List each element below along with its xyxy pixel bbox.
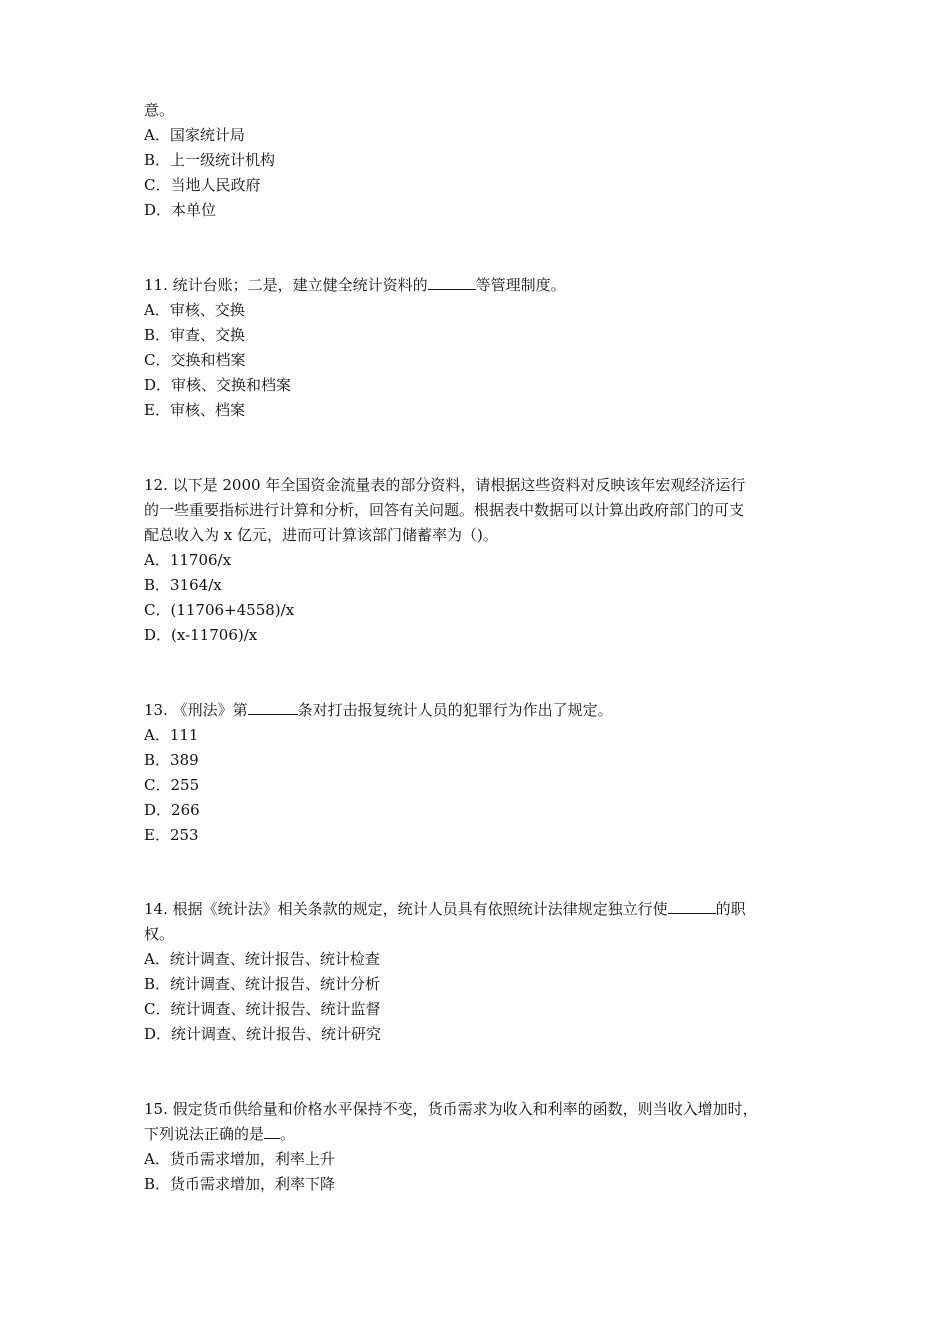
option-a: A．货币需求增加，利率上升 — [144, 1150, 335, 1168]
question-text-line-2: 下列说法正确的是 。 — [144, 1125, 296, 1143]
question-15 — [144, 1097, 814, 1197]
option-d: D．266 — [144, 801, 200, 819]
option-c: C．(11706+4558)/x — [144, 601, 295, 619]
question-text-line-2: 权。 — [144, 925, 175, 943]
option-b: B．389 — [144, 751, 199, 769]
answer-blank — [428, 289, 476, 290]
option-a: A．国家统计局 — [144, 126, 245, 144]
option-d: D．(x-11706)/x — [144, 626, 258, 644]
option-b: B．审查、交换 — [144, 326, 246, 344]
question-text: 11. 统计台账；二是，建立健全统计资料的 等管理制度。 — [144, 276, 566, 294]
option-a: A．11706/x — [144, 551, 232, 569]
question-text-line-1: 14. 根据《统计法》相关条款的规定，统计人员具有依照统计法律规定独立行使 的职 — [144, 900, 746, 918]
option-a: A．111 — [144, 726, 199, 744]
answer-blank — [248, 714, 298, 715]
question-continuation — [144, 98, 814, 223]
option-a: A．统计调查、统计报告、统计检查 — [144, 950, 380, 968]
option-a: A．审核、交换 — [144, 301, 245, 319]
question-text-line-1: 12. 以下是 2000 年全国资金流量表的部分资料，请根据这些资料对反映该年宏观经济运行 — [144, 476, 746, 494]
option-c: C．当地人民政府 — [144, 176, 261, 194]
question-text-line-3: 配总收入为 x 亿元，进而可计算该部门储蓄率为（)。 — [144, 526, 498, 544]
question-text: 意。 — [144, 101, 175, 119]
answer-blank — [668, 913, 716, 914]
question-13 — [144, 698, 814, 848]
option-b: B．3164/x — [144, 576, 222, 594]
option-c: C．255 — [144, 776, 200, 794]
question-11 — [144, 273, 814, 423]
option-e: E．审核、档案 — [144, 401, 245, 419]
option-d: D．审核、交换和档案 — [144, 376, 292, 394]
option-d: D．本单位 — [144, 201, 217, 219]
question-text-line-1: 15. 假定货币供给量和价格水平保持不变，货币需求为收入和利率的函数，则当收入增加时， — [144, 1100, 758, 1118]
option-c: C．交换和档案 — [144, 351, 246, 369]
option-b: B．货币需求增加，利率下降 — [144, 1175, 336, 1193]
option-d: D．统计调查、统计报告、统计研究 — [144, 1025, 382, 1043]
option-b: B．上一级统计机构 — [144, 151, 276, 169]
question-text: 13. 《刑法》第 条对打击报复统计人员的犯罪行为作出了规定。 — [144, 701, 613, 719]
option-b: B．统计调查、统计报告、统计分析 — [144, 975, 381, 993]
question-14 — [144, 897, 814, 1047]
question-12 — [144, 473, 814, 648]
option-e: E．253 — [144, 826, 199, 844]
question-text-line-2: 的一些重要指标进行计算和分析，回答有关问题。根据表中数据可以计算出政府部门的可支 — [144, 501, 745, 519]
option-c: C．统计调查、统计报告、统计监督 — [144, 1000, 381, 1018]
answer-blank — [264, 1138, 280, 1139]
